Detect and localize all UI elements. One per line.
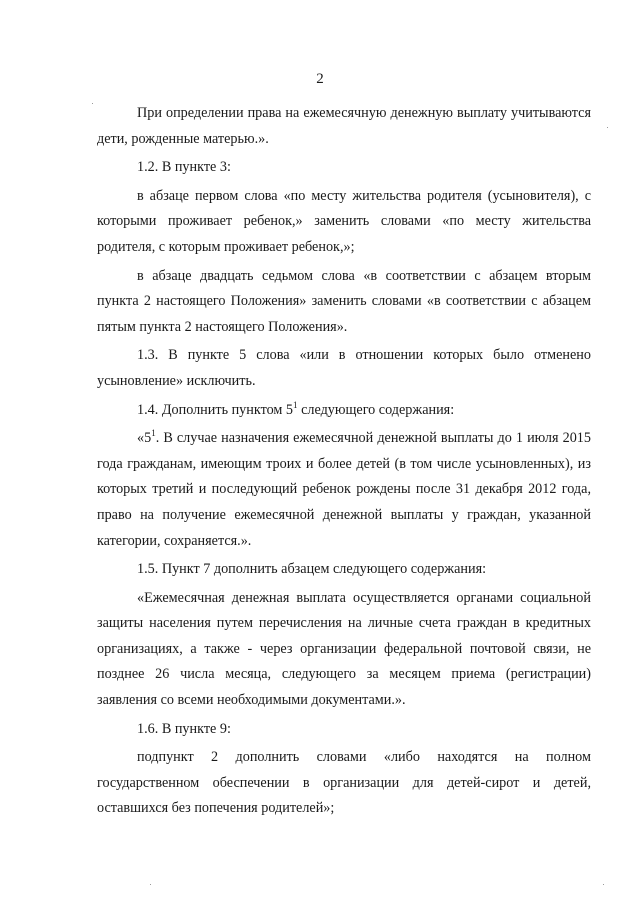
paragraph-1-5-heading: 1.5. Пункт 7 дополнить абзацем следующего содержания: — [137, 561, 487, 578]
paragraph-11: подпункт 2 дополнить словами «либо находятся на полном государственном обеспечении в организации для детей-сирот и детей, оставшихся без попечения родителей»; — [97, 749, 591, 817]
scan-speck — [603, 884, 604, 885]
page-number: 2 — [316, 71, 324, 87]
paragraph-1: При определении права на ежемесячную денежную выплату учитываются дети, рожденные матерью.». — [97, 105, 591, 147]
scan-speck — [92, 103, 93, 104]
paragraph-5-1-text: . В случае назначения ежемесячной денежной выплаты до 1 июля 2015 года гражданам, имеющим троих и более детей (в том числе усыновленных), из которых третий и последующий ребенок рождены после 31 декабря 2012 года, право на получение ежемесячной денежной выплаты у граждан, указанной категории, сохраняется.». — [97, 430, 591, 549]
paragraph-1-4-text-end: следующего содержания: — [297, 401, 455, 418]
paragraph-4: в абзаце двадцать седьмом слова «в соответствии с абзацем вторым пункта 2 настоящего Положения» заменить словами «в соответствии с абзацем пятым пункта 2 настоящего Положения». — [97, 267, 591, 335]
paragraph-3: в абзаце первом слова «по месту жительства родителя (усыновителя), с которыми проживает ребенок,» заменить словами «по месту жительства родителя, с которым проживает ребенок,»; — [97, 187, 591, 255]
paragraph-5-1-start: «5 — [137, 430, 152, 447]
paragraph-1-4-superscript: 1 — [293, 399, 298, 410]
paragraph-1-4-text: 1.4. Дополнить пунктом 5 — [137, 401, 294, 418]
paragraph-1-4-heading — [97, 398, 591, 424]
paragraph-1-2-heading: 1.2. В пункте 3: — [137, 159, 231, 176]
paragraph-5-1-superscript: 1 — [151, 428, 156, 439]
paragraph-5-1 — [97, 426, 591, 554]
document-body — [97, 101, 591, 825]
scan-speck — [150, 884, 151, 885]
paragraph-1-3: 1.3. В пункте 5 слова «или в отношении которых было отменено усыновление» исключить. — [97, 347, 591, 389]
paragraph-9: «Ежемесячная денежная выплата осуществляется органами социальной защиты населения путем перечисления на личные счета граждан в кредитных организациях, а также - через организации федеральной почтовой связи, не позднее 26 числа месяца, следующего за месяцем приема (регистрации) заявления со всеми необходимыми документами.». — [97, 589, 591, 709]
scan-speck — [607, 127, 608, 128]
paragraph-1-6-heading: 1.6. В пункте 9: — [137, 720, 231, 737]
